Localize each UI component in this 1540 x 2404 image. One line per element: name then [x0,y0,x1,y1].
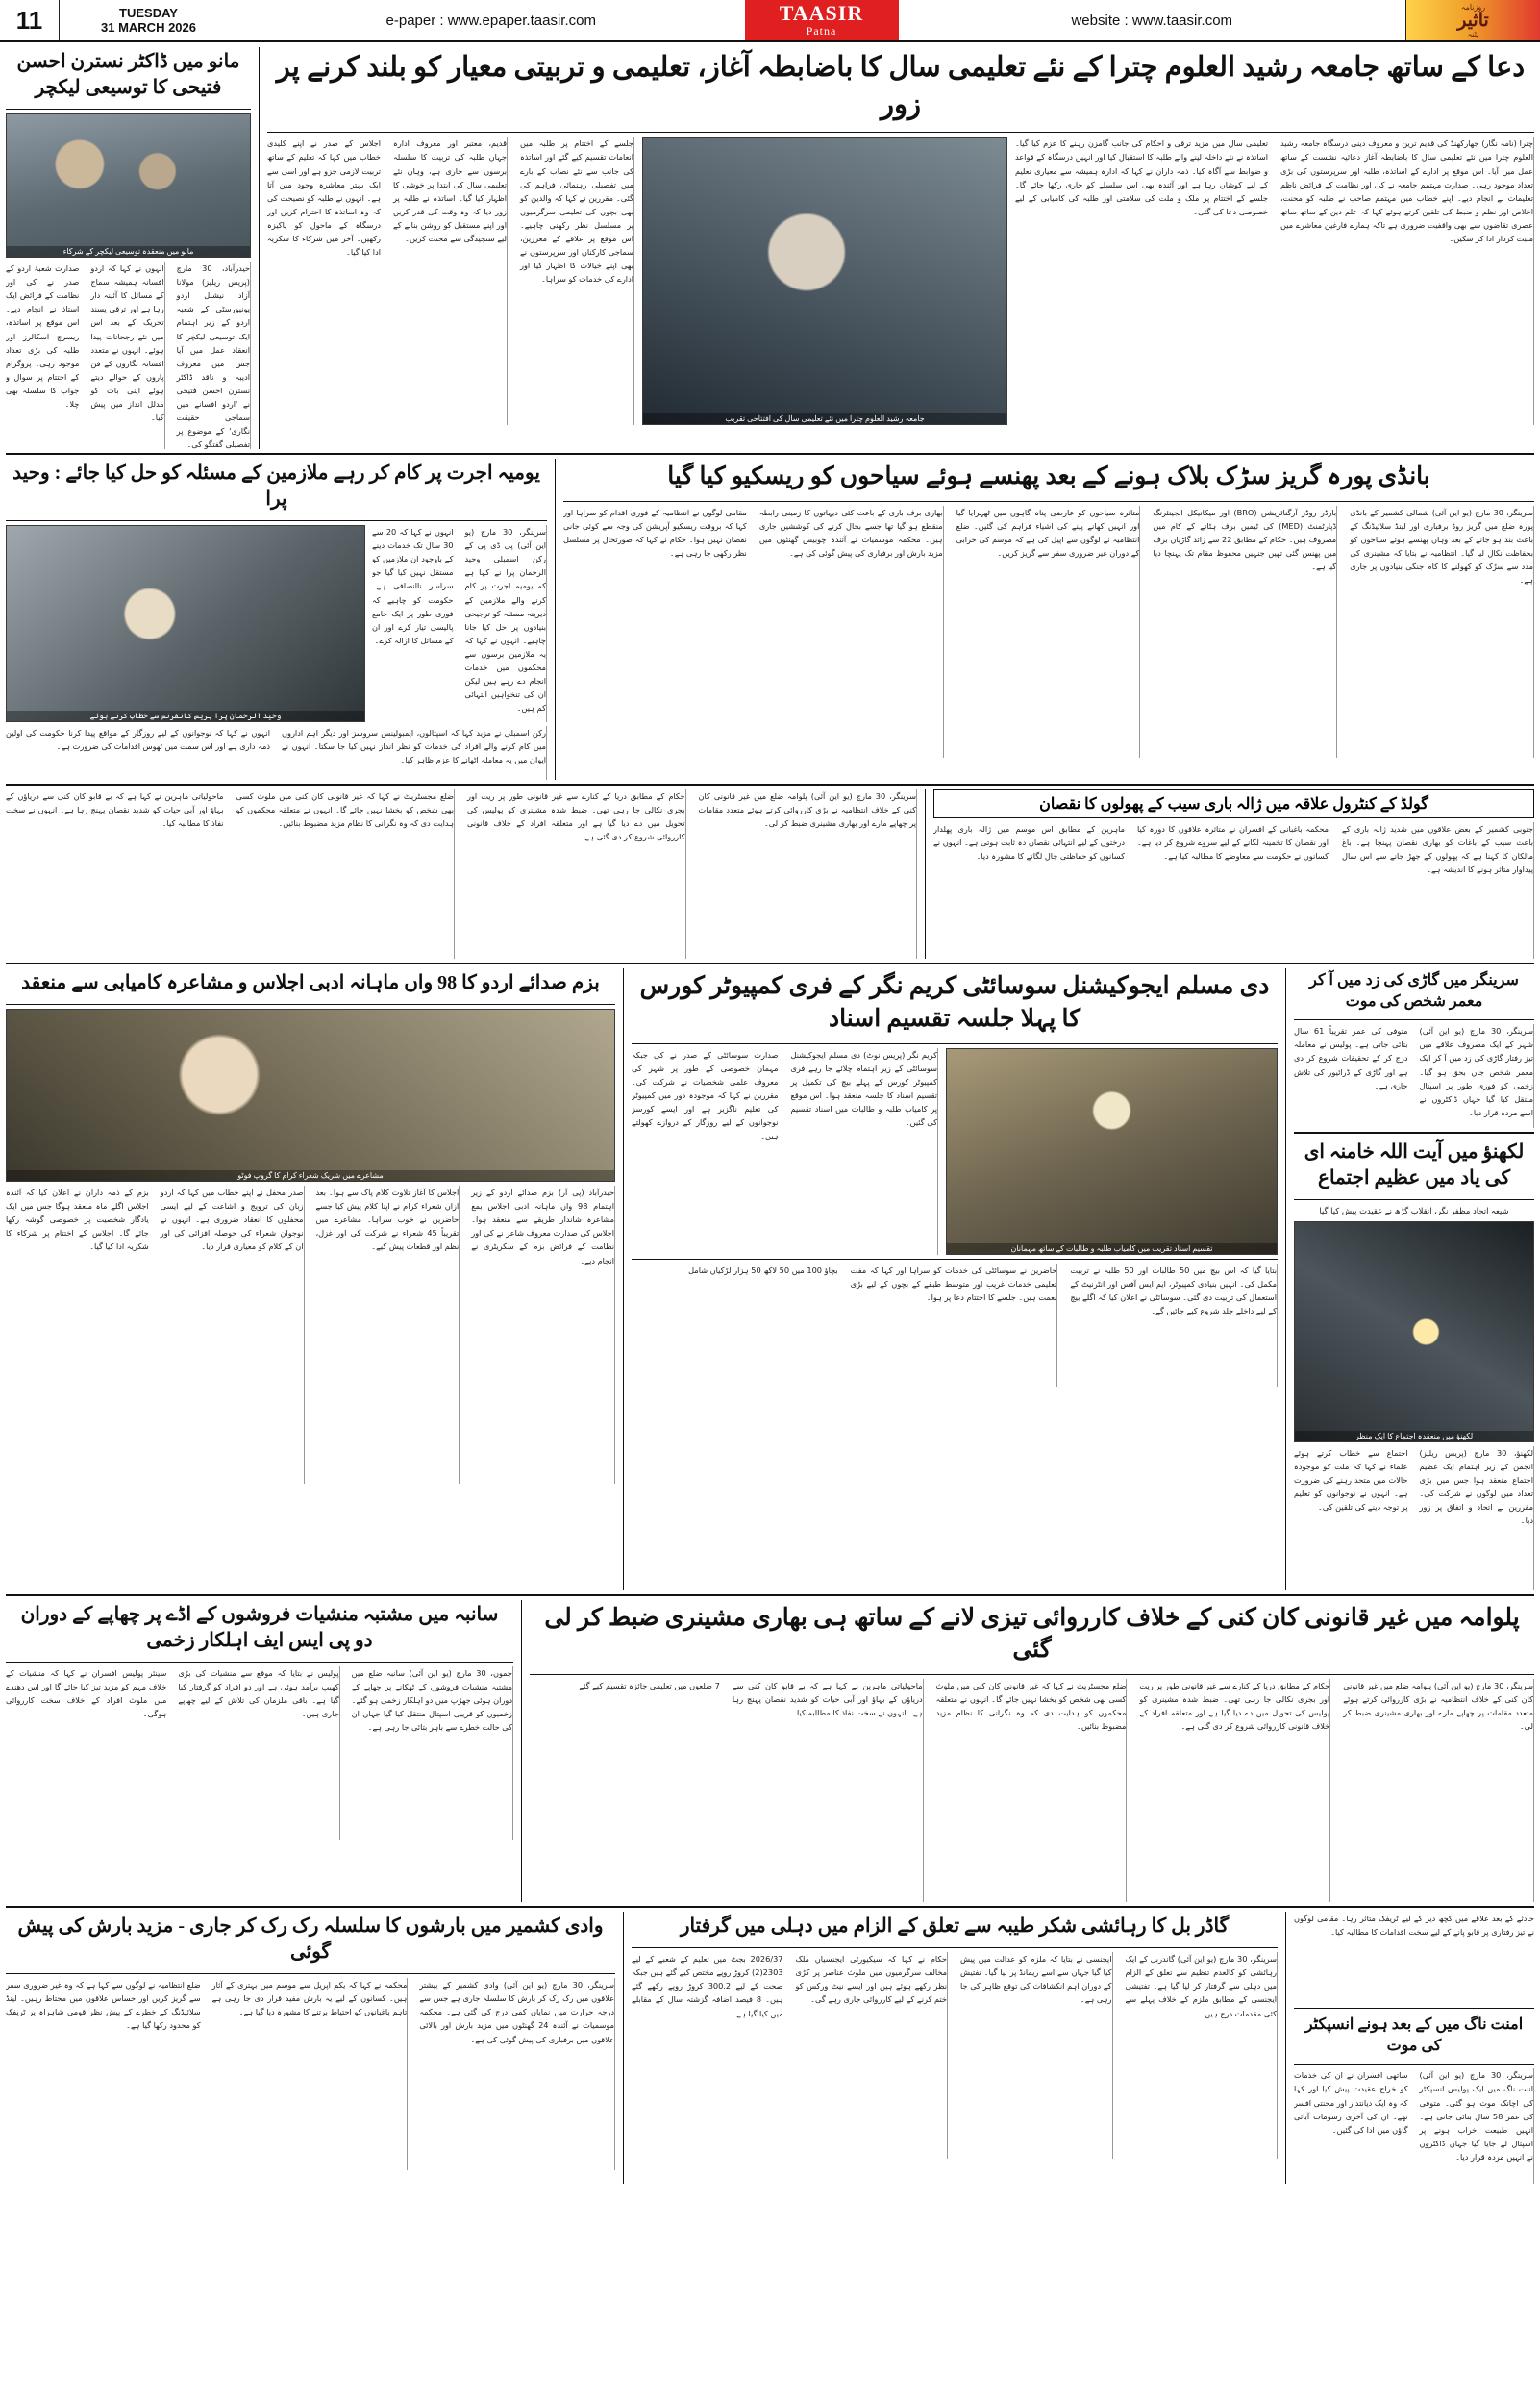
article-body-col: صدارت سوسائٹی کے صدر نے کی جبکہ مہمان خصوصی کے طور پر شہر کی معروف علمی شخصیات نے شرکت کی۔ مقررین نے کہا کہ موجودہ دور میں کمپیوٹر کی تعلیم ناگزیر ہے اور ایسے کورسز نوجوانوں کے لیے روزگار کے دروازے کھولتے ہیں۔ [632,1049,779,1141]
newspaper-logo [1405,0,1540,40]
article-body-col: سرینگر، 30 مارچ (یو این آئی) شہر کے ایک مصروف علاقے میں تیز رفتار گاڑی کی زد میں آ کر ایک معمر شخص جاں بحق ہو گیا۔ زخمی کو فوری طور پر اسپتال منتقل کیا گیا جہاں ڈاکٹروں نے اسے مردہ قرار دیا۔ [1415,1024,1535,1128]
article-body-col: سرینگر، 30 مارچ (یو این آئی) اننت ناگ میں ایک پولیس انسپکٹر کی اچانک موت ہو گئی۔ متوفی کی عمر 58 سال بتائی جاتی ہے۔ انہیں طبیعت خراب ہونے پر اسپتال لے جایا گیا جہاں ڈاکٹروں نے انہیں مردہ قرار دیا۔ [1415,2068,1535,2184]
article-body-col: اجلاس کا آغاز تلاوت کلام پاک سے ہوا۔ بعد ازاں شعراء کرام نے اپنا کلام پیش کیا جسے حاضرین نے خوب سراہا۔ مشاعرے میں تقریباً 45 شعراء نے شرکت کی اور غزل، نظم اور قطعات پیش کیے۔ [311,1186,460,1484]
article-body-col: انہوں نے کہا کہ نوجوانوں کے لیے روزگار کے مواقع پیدا کرنا حکومت کی اولین ذمہ داری ہے اور اس سمت میں ٹھوس اقدامات کی ضرورت ہے۔ [6,728,270,752]
article-photo [6,525,365,722]
article-headline: پلوامہ میں غیر قانونی کان کنی کے خلاف کارروائی تیزی لانے کے ساتھ ہی بھاری مشینری ضبط کر لی گئی [544,1604,1520,1664]
column-right-lower [1294,1912,1534,2184]
article-bandipora-rescue [563,459,1534,780]
article-body-col: بھاری برف باری کے باعث کئی دیہاتوں کا زمینی رابطہ منقطع ہو گیا تھا جسے بحال کرنے کی کوششیں جاری ہیں۔ محکمہ موسمیات نے آئندہ چوبیس گھنٹوں میں مزید بارش اور برفباری کی پیش گوئی کی ہے۔ [754,506,944,758]
article-headline: سانبہ میں مشتبہ منشیات فروشوں کے اڈے پر چھاپے کے دوران دو پی ایس ایف اہلکار زخمی [20,1603,499,1651]
article-headline: یومیہ اجرت پر کام کر رہے ملازمین کے مسئلہ کو حل کیا جائے : وحید پرا [12,463,540,510]
article-manuu-lecture [6,47,251,449]
article-headline: گولڈ کے کنٹرول علاقہ میں ژالہ باری سیب کے پھولوں کا نقصان [933,789,1534,818]
article-headline: مانو میں ڈاکٹر نسترن احسن فتیحی کا توسیعی لیکچر [16,51,240,98]
logo-sub-text: پٹنہ [1467,29,1479,38]
article-body-col: ایجنسی نے بتایا کہ ملزم کو عدالت میں پیش کیا گیا جہاں سے اسے ریمانڈ پر لیا گیا۔ تفتیش کے دوران اہم انکشافات کی توقع ظاہر کی جا رہی ہے۔ [955,1952,1113,2159]
article-body-col: ضلع مجسٹریٹ نے کہا کہ غیر قانونی کان کنی میں ملوث کسی بھی شخص کو بخشا نہیں جائے گا۔ انہوں نے متعلقہ محکموں کو ہدایت دی کہ وہ نگرانی کا نظام مزید مضبوط بنائیں۔ [231,789,456,959]
article-headline: وادی کشمیر میں بارشوں کا سلسلہ رک رک کر جاری - مزید بارش کی پیش گوئی [17,1916,604,1964]
article-lucknow-gathering [1294,1138,1534,1590]
article-samba-raid [6,1600,513,1903]
article-body-col: اجلاس کے صدر نے اپنے کلیدی خطاب میں کہا کہ تعلیم کے ساتھ تربیت لازمی جزو ہے اور اسی سے ایک بہتر معاشرہ وجود میں آتا ہے۔ انہوں نے طلبہ کو نصیحت کی کہ وہ اساتذہ کا احترام کریں اور درسگاہ کے ماحول کو پاکیزہ رکھیں۔ آخر میں شرکاء کا شکریہ ادا کیا گیا۔ [267,138,381,258]
article-body-col: جموں، 30 مارچ (یو این آئی) سانبہ ضلع میں مشتبہ منشیات فروشوں کے ٹھکانے پر چھاپے کے دوران ہوئی جھڑپ میں دو اہلکار زخمی ہو گئے۔ زخمیوں کو قریبی اسپتال منتقل کیا گیا جہاں ان کی حالت خطرے سے باہر بتائی جا رہی ہے۔ [347,1666,513,1840]
article-body-col: سرینگر، 30 مارچ (یو این آئی) پلوامہ ضلع میں غیر قانونی کان کنی کے خلاف انتظامیہ نے بڑی کارروائی کرتے ہوئے متعدد مقامات پر چھاپے مارے اور بھاری مشینری ضبط کر لی۔ [693,789,918,959]
article-headline: امنت ناگ میں کے بعد ہونے انسپکٹر کی موت [1304,2016,1524,2054]
article-body-col: محکمہ نے کہا کہ یکم اپریل سے موسم میں بہتری کے آثار ہیں۔ کسانوں کے لیے یہ بارش مفید قرار دی جا رہی ہے تاہم باغبانوں کو احتیاط برتنے کا مشورہ دیا گیا ہے۔ [208,1978,409,2170]
band-fifth [6,1600,1534,1903]
article-photo [6,1009,615,1182]
article-body-col: پولیس نے بتایا کہ موقع سے منشیات کی بڑی کھیپ برآمد ہوئی ہے اور دو افراد کو گرفتار کیا گیا ہے۔ باقی ملزمان کی تلاش کے لیے چھاپے جاری ہیں۔ [173,1666,339,1840]
article-subhead: شیعہ اتحاد مظفر نگر، انقلاب گڑھ نے عقیدت پیش کیا گیا [1319,1206,1509,1216]
article-body-col: حادثے کے بعد علاقے میں کچھ دیر کے لیے ٹریفک متاثر رہا۔ مقامی لوگوں نے تیز رفتاری پر قابو پانے کے لیے سخت اقدامات کا مطالبہ کیا۔ [1294,1914,1534,1938]
article-headline: دی مسلم ایجوکیشنل سوسائٹی کریم نگر کے فری کمپیوٹر کورس کا پہلا جلسہ تقسیم اسناد [639,973,1270,1032]
logo-main-text: تاثیر [1457,10,1489,31]
article-photo [946,1048,1278,1255]
article-mes-computer-course [632,968,1278,1590]
article-body-col: حاضرین نے سوسائٹی کی خدمات کو سراہا اور کہا کہ مفت تعلیمی خدمات غریب اور متوسط طبقے کے بچوں کے لیے بڑی نعمت ہیں۔ جلسے کا اختتام دعا پر ہوا۔ [845,1264,1058,1387]
article-body-col: حیدرآباد، 30 مارچ (پریس ریلیز) مولانا آزاد نیشنل اردو یونیورسٹی کے شعبہ اردو کے زیر اہتمام ایک توسیعی لیکچر کا انعقاد عمل میں آیا جس میں معروف ادیبہ و ناقد ڈاکٹر نسترن احسن فتیحی نے 'اردو افسانے میں سماجی حقیقت نگاری' کے موضوع پر تفصیلی گفتگو کی۔ [172,262,251,449]
article-body-col: انہوں نے کہا کہ اردو افسانہ ہمیشہ سماج کے مسائل کا آئینہ دار رہا ہے اور ترقی پسند تحریک کے بعد اس میں نئے رجحانات پیدا ہوئے۔ انہوں نے متعدد افسانہ نگاروں کے فن پاروں کے حوالے دیتے ہوئے اپنی بات کو مدلل انداز میں پیش کیا۔ [86,262,164,449]
article-ganderbal-arrest [632,1912,1278,2184]
masthead-title-sub: Patna [806,23,837,38]
article-bandipora-continued [6,789,917,959]
logo-top-text: روزنامہ [1460,2,1486,12]
article-body-col: لکھنؤ، 30 مارچ (پریس ریلیز) انجمن کے زیر اہتمام ایک عظیم اجتماع منعقد ہوا جس میں بڑی تعداد میں لوگوں نے شرکت کی۔ مقررین نے اتحاد و اتفاق پر زور دیا۔ [1415,1446,1535,1590]
article-body-col: حکام کے مطابق دریا کے کنارے سے غیر قانونی طور پر ریت اور بجری نکالی جا رہی تھی۔ ضبط شدہ مشینری کو پولیس کی تحویل میں دے دیا گیا ہے اور متعلقہ افراد کے خلاف قانونی کارروائی شروع کر دی گئی ہے۔ [461,789,686,959]
article-body-col: ضلع انتظامیہ نے لوگوں سے کہا ہے کہ وہ غیر ضروری سفر سے گریز کریں اور حساس علاقوں میں محتاط رہیں۔ لینڈ سلائیڈنگ کے خطرے کے پیش نظر قومی شاہراہ پر ٹریفک کو محدود رکھا گیا ہے۔ [5,1980,201,2031]
article-photo [1294,1221,1534,1442]
article-body-col: حکام نے کہا کہ سیکیورٹی ایجنسیاں ملک مخالف سرگرمیوں میں ملوث عناصر پر کڑی نظر رکھے ہوئے ہیں اور ایسے نیٹ ورکس کو ختم کرنے کے لیے کارروائی جاری رہے گی۔ [790,1952,949,2159]
photo-caption: تقسیم اسناد تقریب میں کامیاب طلبہ و طالبات کے ساتھ مہمانان [947,1243,1277,1254]
article-body-col: قدیم، معتبر اور معروف ادارہ جہاں طلبہ کی تربیت کا سلسلہ برسوں سے جاری ہے، وہاں نئے تعلیمی سال کی ابتدا پر خوشی کا اظہار کیا گیا۔ اساتذہ نے طلبہ پر زور دیا کہ وہ وقت کی قدر کریں اور اپنے مستقبل کو روشن بنانے کے لیے سنجیدگی سے محنت کریں۔ [387,137,508,425]
article-body-col: حیدرآباد (پی آر) بزم صدائے اردو کے زیر اہتمام 98 واں ماہانہ ادبی اجلاس بمع مشاعرہ شاندار طریقے سے منعقد ہوا۔ اجلاس کی صدارت معروف شاعر نے کی اور نظامت کے فرائض بزم کے سکریٹری نے انجام دیے۔ [466,1186,615,1484]
article-body-col: سرینگر، 30 مارچ (یو این آئی) پلوامہ ضلع میں غیر قانونی کان کنی کے خلاف انتظامیہ نے بڑی کارروائی کرتے ہوئے متعدد مقامات پر چھاپے مارے اور بھاری مشینری ضبط کر لی۔ [1337,1679,1534,1902]
article-srinagar-accident [1294,968,1534,1128]
article-body-col: سرینگر، 30 مارچ (یو این آئی) گاندربل کے ایک رہائشی کو کالعدم تنظیم سے تعلق کے الزام میں دہلی سے گرفتار کر لیا گیا ہے۔ تفتیشی ایجنسی کے مطابق ملزم کے خلاف پہلے سے کئی مقدمات درج ہیں۔ [1120,1952,1279,2159]
band-third [6,789,1534,959]
website-label[interactable]: website : www.taasir.com [1071,12,1233,29]
article-body-col: سینئر پولیس افسران نے کہا کہ منشیات کے خلاف مہم کو مزید تیز کیا جائے گا اور اس دھندے میں ملوث افراد کے خلاف سخت کارروائی ہوگی۔ [6,1667,167,1718]
date-label: 31 MARCH 2026 [101,20,196,35]
article-headline: سرینگر میں گاڑی کی زد میں آ کر معمر شخص کی موت [1309,972,1519,1010]
article-body-col: ساتھی افسران نے ان کی خدمات کو خراج عقیدت پیش کیا اور کہا کہ وہ ایک دیانتدار اور محنتی افسر تھے۔ ان کی آخری رسومات آبائی گاؤں میں ادا کی گئیں۔ [1294,2070,1408,2135]
photo-caption: لکھنؤ میں منعقدہ اجتماع کا ایک منظر [1295,1431,1533,1441]
article-bazm-sada-e-urdu [6,968,615,1590]
photo-caption: وحید الرحمان پرا پریس کانفرنس سے خطاب کرتے ہوئے [7,711,364,721]
article-body-col: سرینگر، 30 مارچ (یو این آئی) وادی کشمیر کے بیشتر علاقوں میں رک رک کر بارش کا سلسلہ جاری ہے جس سے درجہ حرارت میں نمایاں کمی درج کی گئی ہے۔ محکمہ موسمیات نے آئندہ 24 گھنٹوں میں مزید بارش اور بالائی علاقوں میں برفباری کی پیش گوئی کی ہے۔ [414,1978,615,2170]
article-hail-apple [933,789,1534,959]
photo-caption: مشاعرے میں شریک شعراء کرام کا گروپ فوٹو [7,1170,614,1181]
article-photo [6,113,251,258]
article-headline: بانڈی پورہ گریز سڑک بلاک ہونے کے بعد پھنسے ہوئے سیاحوں کو ریسکیو کیا گیا [667,463,1430,489]
article-body-col: متاثرہ سیاحوں کو عارضی پناہ گاہوں میں ٹھہرایا گیا اور انہیں کھانے پینے کی اشیاء فراہم کی گئیں۔ ضلع انتظامیہ نے لوگوں سے اپیل کی ہے کہ موسم کی خرابی کے دوران غیر ضروری سفر سے گریز کریں۔ [951,506,1141,758]
masthead-title-main: TAASIR [779,0,864,25]
article-body-col: جلسے کے اختتام پر طلبہ میں انعامات تقسیم کیے گئے اور اساتذہ کی جانب سے نئے نصاب کے بارے میں تفصیلی رہنمائی فراہم کی گئی۔ مقررین نے کہا کہ والدین کو بھی بچوں کی تعلیمی سرگرمیوں پر مسلسل نظر رکھنی چاہیے۔ اس موقع پر علاقے کے معززین، سماجی کارکنان اور سرپرستوں نے بھی اپنے خیالات کا اظہار کیا اور ادارے کی خدمات کو سراہا۔ [514,137,634,425]
date-block [60,0,237,40]
article-budget-col: 2026/37 بجٹ میں تعلیم کے شعبے کے لیے 2303(2) کروڑ روپے مختص کیے گئے ہیں جبکہ صحت کے لیے 300.2 کروڑ روپے رکھے گئے ہیں۔ 8 فیصد اضافہ گزشتہ سال کے مقابلے میں کیا گیا ہے۔ [632,1954,783,2018]
band-second [6,459,1534,780]
article-body-col: صدر محفل نے اپنے خطاب میں کہا کہ اردو زبان کی ترویج و اشاعت کے لیے ایسی محفلوں کا انعقاد ضروری ہے۔ انہوں نے نوجوان شعراء کی حوصلہ افزائی کی اور ان کے کلام کو معیاری قرار دیا۔ [156,1186,305,1484]
band-sixth [6,1912,1534,2184]
article-body-col: بتایا گیا کہ اس بیچ میں 50 طالبات اور 50 طلبہ نے تربیت مکمل کی۔ انہیں بنیادی کمپیوٹر، ایم ایس آفس اور انٹرنیٹ کے استعمال کی تربیت دی گئی۔ سوسائٹی نے اعلان کیا کہ اگلے بیچ کے لیے داخلے جلد شروع کیے جائیں گے۔ [1064,1264,1278,1387]
article-body-col: کریم نگر (پریس نوٹ) دی مسلم ایجوکیشنل سوسائٹی کے زیر اہتمام چلائے جا رہے فری کمپیوٹر کورس کے پہلے بیچ کی تکمیل پر تقسیم اسناد کا جلسہ منعقد ہوا۔ اس موقع پر کامیاب طلبہ و طالبات میں اسناد تقسیم کی گئیں۔ [785,1048,939,1255]
article-body-col: ماہرین کے مطابق اس موسم میں ژالہ باری پھلدار درختوں کے لیے انتہائی نقصان دہ ثابت ہوتی ہے۔ انہوں نے کسانوں کو حفاظتی جال لگانے کا مشورہ دیا۔ [933,824,1125,862]
article-body-col: بزم کے ذمہ داران نے اعلان کیا کہ آئندہ اجلاس اگلے ماہ منعقد ہوگا جس میں ایک یادگار شخصیت پر خصوصی گوشہ رکھا جائے گا۔ اجلاس کے اختتام پر شرکاء کا شکریہ ادا کیا گیا۔ [6,1188,149,1252]
article-stats-col: 7 ضلعوں میں تعلیمی جائزہ تقسیم کیے گئے [579,1681,720,1691]
article-body-col: جنوبی کشمیر کے بعض علاقوں میں شدید ژالہ باری کے باعث سیب کے باغات کو بھاری نقصان پہنچا ہے۔ باغ مالکان کا کہنا ہے کہ پھولوں کے جھڑ جانے سے اس سال پیداوار متاثر ہونے کا اندیشہ ہے۔ [1336,822,1534,959]
weekday-label: TUESDAY [119,6,178,20]
article-body-col: سرینگر، 30 مارچ (یو این آئی) شمالی کشمیر کے بانڈی پورہ ضلع میں گریز روڈ برفباری اور لینڈ سلائیڈنگ کے باعث بند ہو جانے کے بعد وہاں پھنسے ہوئے سیاحوں کو بحفاظت نکال لیا گیا۔ انتظامیہ نے بتایا کہ مشینری کی مدد سے سڑک کو کھولنے کا کام جنگی بنیادوں پر جاری ہے۔ [1344,506,1534,758]
article-body-col: رکن اسمبلی نے مزید کہا کہ اسپتالوں، ایمبولینس سروسز اور دیگر اہم اداروں میں کام کرنے والے افراد کی خدمات کو نظر انداز نہیں کیا جا سکتا۔ انہوں نے ایوان میں یہ معاملہ اٹھانے کا عزم ظاہر کیا۔ [277,726,547,780]
article-headline: بزم صدائے اردو کا 98 واں ماہانہ ادبی اجلاس و مشاعرہ کامیابی سے منعقد [21,972,600,993]
article-body-col: انہوں نے کہا کہ 20 سے 30 سال تک خدمات دینے کے باوجود ان ملازمین کو مستقل نہیں کیا گیا جو سراسر ناانصافی ہے۔ حکومت کو چاہیے کہ فوری طور پر ایک جامع پالیسی تیار کرے اور ان کے مسائل کا ازالہ کرے۔ [372,527,454,645]
masthead-title [745,0,899,40]
article-body-col: چترا (نامہ نگار) جھارکھنڈ کی قدیم ترین و معروف دینی درسگاہ جامعہ رشید العلوم چترا میں نئے تعلیمی سال کا باضابطہ آغاز دعائیہ نشست کے ساتھ عمل میں آیا۔ اس موقع پر ادارے کے اساتذہ، طلبہ اور سرپرستوں کی بڑی تعداد موجود رہی۔ صدارت مہتمم جامعہ نے کی اور نظامت کے فرائض ناظم تعلیمات نے انجام دیے۔ اپنے خطاب میں مہتمم صاحب نے طلبہ کو محنت، اخلاص اور نظم و ضبط کی تلقین کرتے ہوئے کہا کہ علم دین کے ساتھ ساتھ عصری تقاضوں سے بھی واقفیت ضروری ہے تاکہ ہمارے فارغین معاشرے میں مثبت کردار ادا کر سکیں۔ [1275,137,1534,425]
article-headline: گاڈر بل کا رہائشی شکر طیبہ سے تعلق کے الزام میں دہلی میں گرفتار [680,1916,1230,1938]
photo-caption: مانو میں منعقدہ توسیعی لیکچر کے شرکاء [7,246,250,257]
article-waheed-para [6,459,547,780]
article-body-col: صدارت شعبۂ اردو کے صدر نے کی اور نظامت کے فرائض ایک استاذ نے انجام دیے۔ اس موقع پر اساتذہ، ریسرچ اسکالرز اور طلبہ کی بڑی تعداد موجود رہی۔ پروگرام کے اختتام پر سوال و جواب کا سلسلہ بھی چلا۔ [6,263,80,410]
article-stats-col: بچاؤ 100 میں 50 لاکھ 50 ہزار لڑکیاں شامل [688,1265,838,1275]
article-body-col: متوفی کی عمر تقریباً 61 سال بتائی جاتی ہے۔ پولیس نے معاملہ درج کر کے تحقیقات شروع کر دی ہے اور گاڑی کے ڈرائیور کی تلاش جاری ہے۔ [1294,1026,1408,1090]
masthead [0,0,1540,42]
article-body-col: ماحولیاتی ماہرین نے کہا ہے کہ بے قابو کان کنی سے دریاؤں کے بہاؤ اور آبی حیات کو شدید نقصان پہنچ رہا ہے۔ انہوں نے سخت نفاذ کا مطالبہ کیا۔ [727,1679,924,1902]
column-right-stack [1294,968,1534,1590]
article-body-col: حکام کے مطابق دریا کے کنارے سے غیر قانونی طور پر ریت اور بجری نکالی جا رہی تھی۔ ضبط شدہ مشینری کو پولیس کی تحویل میں دے دیا گیا ہے اور متعلقہ افراد کے خلاف قانونی کارروائی شروع کر دی گئی ہے۔ [1133,1679,1330,1902]
article-body-col: تعلیمی سال میں مزید ترقی و احکام کی جانب گامزن رہنے کا عزم کیا گیا۔ اساتذہ نے نئے داخلہ لینے والے طلبہ کا استقبال کیا اور انہیں درسگاہ کے قواعد و ضوابط سے آگاہ کیا۔ ذمہ داران نے کہا کہ ادارہ ہمیشہ سے معیاری تعلیم کے لیے کوشاں رہا ہے اور آئندہ بھی اس سلسلے کو جاری رکھا جائے گا۔ جلسے کے اختتام پر ملک و ملت کی سلامتی اور طلبہ کی کامیابی کے لیے خصوصی دعا کی گئی۔ [1015,138,1268,216]
article-kashmir-rain [6,1912,615,2184]
article-body-col: سرینگر، 30 مارچ (یو این آئی) پی ڈی پی کے رکن اسمبلی وحید الرحمان پرا نے کہا ہے کہ یومیہ اجرت پر کام کرنے والے ملازمین کے دیرینہ مسئلہ کو ترجیحی بنیادوں پر حل کیا جانا چاہیے۔ انہوں نے کہا کہ یہ ملازمین برسوں سے محکموں میں خدمات انجام دے رہے ہیں لیکن ان کی تنخواہیں انتہائی کم ہیں۔ [460,525,548,722]
article-headline: لکھنؤ میں آیت اللہ خامنہ ای کی یاد میں عظیم اجتماع [1304,1141,1525,1189]
page-body [0,42,1540,2190]
page-number: 11 [0,0,60,40]
photo-caption: جامعہ رشید العلوم چترا میں نئے تعلیمی سال کی افتتاحی تقریب [643,413,1006,424]
article-body-col: بارڈر روڈز آرگنائزیشن (BRO) اور میکانیکل انجینئرنگ ڈپارٹمنٹ (MED) کی ٹیمیں برف ہٹانے کے کام میں مصروف ہیں۔ حکام کے مطابق 22 سے زائد گاڑیاں برف میں پھنس گئی تھیں جنہیں محفوظ مقام تک پہنچا دیا گیا ہے۔ [1147,506,1337,758]
article-body-col: اجتماع سے خطاب کرتے ہوئے علماء نے کہا کہ ملت کو موجودہ حالات میں متحد رہنے کی ضرورت ہے۔ انہوں نے نوجوانوں کو تعلیم پر توجہ دینے کی تلقین کی۔ [1294,1447,1408,1513]
band-top [6,47,1534,449]
article-photo [642,137,1007,425]
article-jamia-rasheed [267,47,1534,449]
article-body-col: ضلع مجسٹریٹ نے کہا کہ غیر قانونی کان کنی میں ملوث کسی بھی شخص کو بخشا نہیں جائے گا۔ انہوں نے متعلقہ محکموں کو ہدایت دی کہ وہ نگرانی کا نظام مزید مضبوط بنائیں۔ [931,1679,1128,1902]
article-body-col: مقامی لوگوں نے انتظامیہ کے فوری اقدام کو سراہا اور کہا کہ بروقت ریسکیو آپریشن کی وجہ سے کوئی جانی نقصان نہیں ہوا۔ حکام نے کہا کہ صورتحال پر مسلسل نظر رکھی جا رہی ہے۔ [563,507,747,559]
article-headline: دعا کے ساتھ جامعہ رشید العلوم چترا کے نئے تعلیمی سال کا باضابطہ آغاز، تعلیمی و تربیتی معیار کو بلند کرنے پر زور [276,52,1526,121]
epaper-label[interactable]: e-paper : www.epaper.taasir.com [385,12,596,29]
article-body-col: محکمہ باغبانی کے افسران نے متاثرہ علاقوں کا دورہ کیا اور نقصان کا تخمینہ لگانے کے لیے سروے شروع کر دیا ہے۔ کسانوں نے حکومت سے معاوضے کا مطالبہ کیا ہے۔ [1131,822,1329,959]
article-body-col: ماحولیاتی ماہرین نے کہا ہے کہ بے قابو کان کنی سے دریاؤں کے بہاؤ اور آبی حیات کو شدید نقصان پہنچ رہا ہے۔ انہوں نے سخت نفاذ کا مطالبہ کیا۔ [6,791,224,829]
article-pulwama-mining [530,1600,1534,1903]
band-fourth [6,968,1534,1590]
